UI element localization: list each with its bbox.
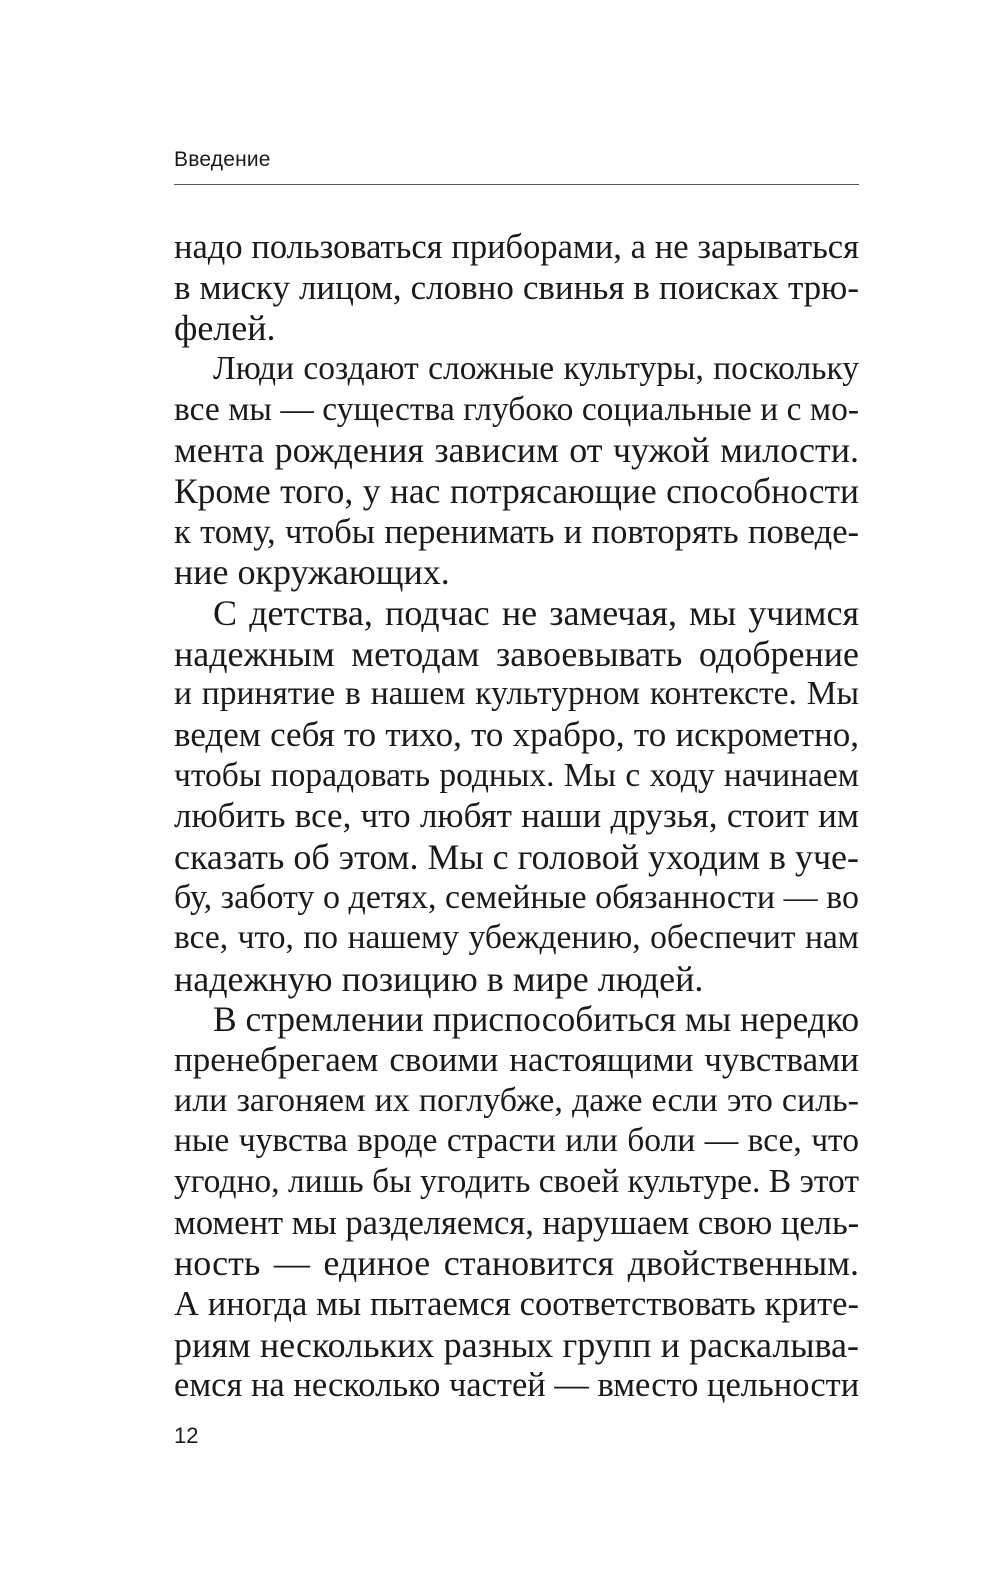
text-line: все, что, по нашему убеждению, обеспечит нам <box>174 919 859 957</box>
text-line: мента рождения зависим от чужой милости. <box>174 430 859 471</box>
text-line: пренебрегаем своими настоящими чувствами <box>174 1040 859 1080</box>
header-divider <box>174 184 859 185</box>
text-line: ные чувства вроде страсти или боли — все, что <box>174 1122 859 1160</box>
text-line: чтобы порадовать родных. Мы с ходу начинаем <box>174 756 859 794</box>
paragraph-first-line: В стремлении приспособиться мы нередко <box>213 999 860 1040</box>
text-line: емся на несколько частей — вместо цельности <box>174 1366 860 1405</box>
text-line: риям нескольких разных групп и раскалыва- <box>174 1324 859 1365</box>
text-line: фелей. <box>174 308 276 349</box>
text-line: любить все, что любят наши друзья, стоит им <box>174 796 859 836</box>
text-line: ность — единое становится двойственным. <box>174 1243 859 1284</box>
text-line: к тому, чтобы перенимать и повторять поведе- <box>174 512 859 551</box>
text-line: ние окружающих. <box>174 552 450 593</box>
text-line: бу, заботу о детях, семейные обязанности — во <box>174 878 859 916</box>
text-line: Кроме того, у нас потрясающие способности <box>174 470 859 511</box>
text-line: в миску лицом, словно свинья в поисках трю- <box>174 267 859 307</box>
text-line: и принятие в нашем культурном контексте. Мы <box>174 675 859 713</box>
page-number: 12 <box>174 1423 199 1448</box>
text-line: угодно, лишь бы угодить своей культуре. В этот <box>174 1163 859 1201</box>
running-head-title: Введение <box>174 148 271 171</box>
paragraph-first-line: С детства, подчас не замечая, мы учимся <box>213 592 859 633</box>
text-line: сказать об этом. Мы с головой уходим в уче- <box>174 836 860 877</box>
text-line: надежным методам завоевывать одобрение <box>174 633 859 674</box>
paragraph-first-line: Люди создают сложные культуры, поскольку <box>213 349 859 387</box>
text-line: надо пользоваться приборами, а не зарываться <box>174 228 859 266</box>
text-line: момент мы разделяемся, нарушаем свою цель- <box>174 1203 860 1242</box>
text-line: ведем себя то тихо, то храбро, то искрометно, <box>174 714 859 754</box>
body-text <box>174 227 859 1406</box>
text-line: А иногда мы пытаемся соответствовать крите- <box>174 1285 859 1324</box>
text-line: или загоняем их поглубже, даже если это силь- <box>174 1081 859 1119</box>
text-line: все мы — существа глубоко социальные и с мо- <box>174 390 859 428</box>
text-line: надежную позицию в мире людей. <box>174 958 704 999</box>
